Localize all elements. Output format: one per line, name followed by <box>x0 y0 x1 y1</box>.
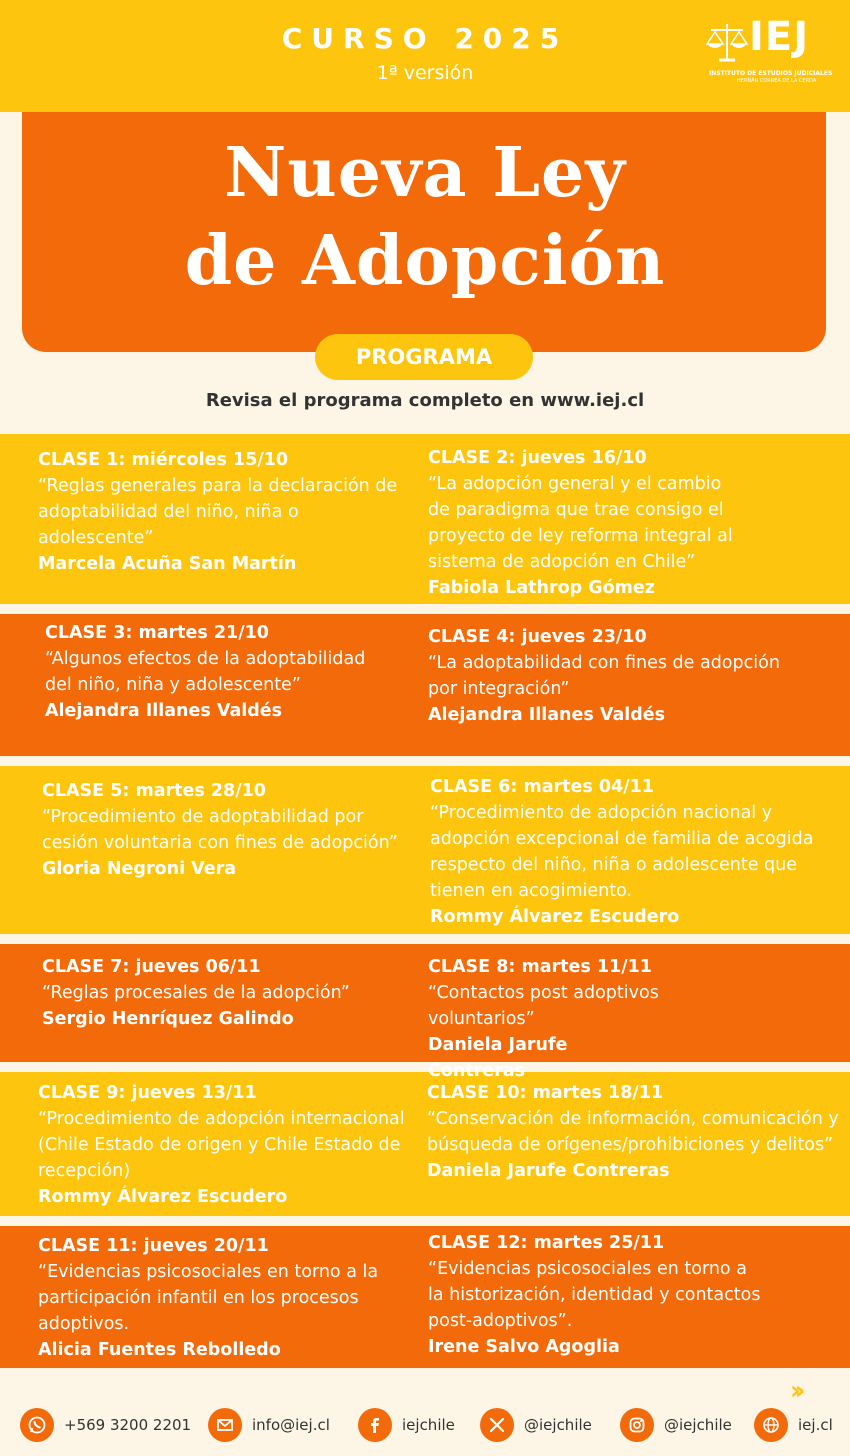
contact-web[interactable] <box>754 1408 833 1442</box>
class-author: Daniela Jarufe Contreras <box>428 1035 568 1081</box>
class-description: “Evidencias psicosociales en torno a la historización, identidad y contactos post-adoptivos”. <box>428 1259 761 1331</box>
class-header: CLASE 3: martes 21/10 <box>45 623 269 643</box>
class-description: “Reglas procesales de la adopción” <box>42 983 350 1003</box>
class-description: “Contactos post adoptivos voluntarios” <box>428 983 659 1029</box>
class-item-8 <box>428 954 668 1084</box>
instagram-text: @iejchile <box>664 1416 732 1434</box>
logo-subtitle-2: HERNÁN CORREA DE LA CERDA <box>737 78 817 84</box>
class-header: CLASE 12: martes 25/11 <box>428 1233 665 1253</box>
facebook-icon <box>358 1408 392 1442</box>
class-author: Rommy Álvarez Escudero <box>38 1187 288 1207</box>
class-author: Gloria Negroni Vera <box>42 859 237 879</box>
mail-icon <box>208 1408 242 1442</box>
course-label: CURSO 2025 <box>281 22 569 55</box>
globe-icon <box>754 1408 788 1442</box>
program-badge: PROGRAMA <box>315 334 533 380</box>
class-author: Daniela Jarufe Contreras <box>427 1161 670 1181</box>
page-title-line-2: de Adopción <box>184 221 666 301</box>
web-text: iej.cl <box>798 1416 833 1434</box>
class-description: “Procedimiento de adopción internacional (Chile Estado de origen y Chile Estado de recepción) <box>38 1109 405 1181</box>
class-author: Fabiola Lathrop Gómez <box>428 578 655 598</box>
contact-facebook[interactable] <box>358 1408 455 1442</box>
scales-icon <box>703 18 751 66</box>
whatsapp-icon <box>20 1408 54 1442</box>
class-description: “Evidencias psicosociales en torno a la participación infantil en los procesos adoptivos. <box>38 1262 379 1334</box>
class-author: Alejandra Illanes Valdés <box>428 705 666 725</box>
email-text: info@iej.cl <box>252 1416 330 1434</box>
class-description: “La adoptabilidad con fines de adopción por integración” <box>428 653 780 699</box>
class-item-10 <box>427 1080 842 1184</box>
class-item-5 <box>42 778 407 882</box>
contact-phone[interactable] <box>20 1408 191 1442</box>
class-description: “Conservación de información, comunicación y búsqueda de orígenes/prohibiciones y delitos” <box>427 1109 839 1155</box>
class-header: CLASE 10: martes 18/11 <box>427 1083 664 1103</box>
contact-x[interactable] <box>480 1408 592 1442</box>
class-header: CLASE 5: martes 28/10 <box>42 781 266 801</box>
iej-logo <box>703 14 833 88</box>
chevrons-right-icon: ›› <box>790 1376 800 1406</box>
class-header: CLASE 7: jueves 06/11 <box>42 957 261 977</box>
class-item-4 <box>428 624 788 728</box>
class-item-12 <box>428 1230 768 1360</box>
class-author: Sergio Henríquez Galindo <box>42 1009 294 1029</box>
facebook-text: iejchile <box>402 1416 455 1434</box>
class-header: CLASE 1: miércoles 15/10 <box>38 450 289 470</box>
instagram-icon <box>620 1408 654 1442</box>
class-header: CLASE 8: martes 11/11 <box>428 957 652 977</box>
class-author: Alicia Fuentes Rebolledo <box>38 1340 281 1360</box>
class-item-7 <box>42 954 412 1032</box>
class-description: “Procedimiento de adoptabilidad por cesión voluntaria con fines de adopción” <box>42 807 398 853</box>
class-author: Alejandra Illanes Valdés <box>45 701 283 721</box>
class-description: “La adopción general y el cambio de paradigma que trae consigo el proyecto de ley reforma integral al sistema de adopción en Chile” <box>428 474 733 572</box>
logo-subtitle: INSTITUTO DE ESTUDIOS JUDICIALES <box>709 70 833 77</box>
class-item-6 <box>430 774 830 930</box>
class-header: CLASE 6: martes 04/11 <box>430 777 654 797</box>
class-header: CLASE 4: jueves 23/10 <box>428 627 647 647</box>
class-item-1 <box>38 447 418 577</box>
class-item-11 <box>38 1233 383 1363</box>
class-header: CLASE 2: jueves 16/10 <box>428 448 647 468</box>
logo-letters: IEJ <box>749 14 810 60</box>
class-item-3 <box>45 620 375 724</box>
x-text: @iejchile <box>524 1416 592 1434</box>
x-icon <box>480 1408 514 1442</box>
class-author: Rommy Álvarez Escudero <box>430 907 680 927</box>
class-description: “Algunos efectos de la adoptabilidad del niño, niña y adolescente” <box>45 649 366 695</box>
contact-instagram[interactable] <box>620 1408 732 1442</box>
class-author: Irene Salvo Agoglia <box>428 1337 620 1357</box>
class-description: “Reglas generales para la declaración de adoptabilidad del niño, niña o adolescente” <box>38 476 398 548</box>
class-item-9 <box>38 1080 408 1210</box>
contact-email[interactable] <box>208 1408 330 1442</box>
class-item-2 <box>428 445 738 601</box>
class-description: “Procedimiento de adopción nacional y adopción excepcional de familia de acogida respecto del niño, niña o adolescente que tienen en acogimiento. <box>430 803 814 901</box>
phone-text: +569 3200 2201 <box>64 1416 192 1434</box>
class-header: CLASE 9: jueves 13/11 <box>38 1083 257 1103</box>
class-header: CLASE 11: jueves 20/11 <box>38 1236 269 1256</box>
page-title-line-1: Nueva Ley <box>224 133 626 213</box>
class-author: Marcela Acuña San Martín <box>38 554 297 574</box>
program-note: Revisa el programa completo en www.iej.cl <box>205 390 645 411</box>
version-label: 1ª versión <box>376 62 474 84</box>
